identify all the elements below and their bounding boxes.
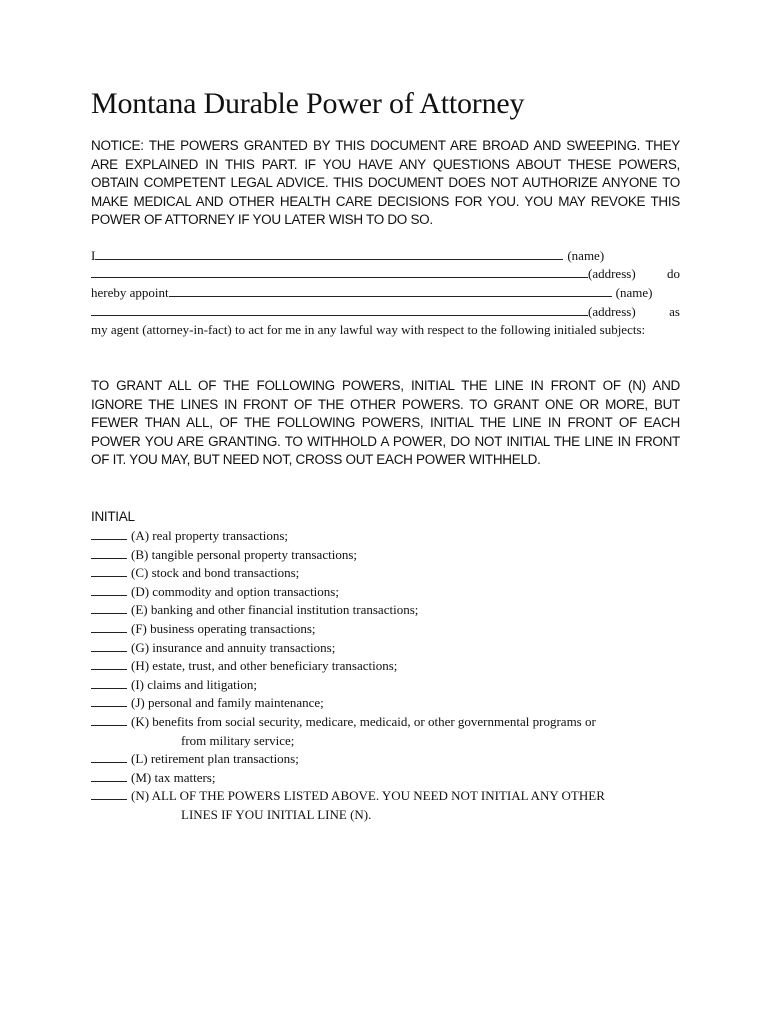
principal-name-blank[interactable] [95, 247, 563, 260]
page-title: Montana Durable Power of Attorney [91, 87, 525, 120]
agent-address-line [91, 303, 680, 322]
agent-address-label: (address) [588, 304, 636, 319]
name-label: (name) [567, 248, 605, 263]
power-item [91, 527, 683, 546]
initial-column-label: INITIAL [91, 509, 135, 524]
power-item [91, 546, 683, 565]
initial-blank[interactable] [91, 546, 127, 559]
do-word: do [667, 266, 680, 281]
power-text-continuation: LINES IF YOU INITIAL LINE (N). [181, 806, 372, 822]
initial-blank[interactable] [91, 676, 127, 689]
power-item [91, 564, 683, 583]
power-item [91, 620, 683, 639]
power-text: (A) real property transactions; [131, 528, 289, 543]
principal-name-line [91, 247, 680, 266]
initial-blank[interactable] [91, 620, 127, 633]
power-text: (I) claims and litigation; [131, 676, 257, 692]
power-item [91, 601, 683, 620]
power-item [91, 713, 683, 750]
initial-blank[interactable] [91, 564, 127, 577]
initial-blank[interactable] [91, 694, 127, 707]
agent-authority-text: my agent (attorney-in-fact) to act for me in any lawful way with respect to the following initialed subjects: [91, 322, 646, 337]
initial-blank[interactable] [91, 601, 127, 614]
initial-blank[interactable] [91, 657, 127, 670]
power-item [91, 769, 683, 788]
initial-blank[interactable] [91, 713, 127, 726]
initial-blank[interactable] [91, 787, 127, 800]
power-item [91, 676, 683, 695]
power-item [91, 750, 683, 769]
notice-paragraph: NOTICE: THE POWERS GRANTED BY THIS DOCUMENT ARE BROAD AND SWEEPING. THEY ARE EXPLAINED IN THIS PART. IF YOU HAVE ANY QUESTIONS ABOUT THESE POWERS, OBTAIN COMPETENT LEGAL ADVICE. THIS DOCUMENT DOES NOT AUTHORIZE ANYONE TO MAKE MEDICAL AND OTHER HEALTH CARE DECISIONS FOR YOU. YOU MAY REVOKE THIS POWER OF ATTORNEY IF YOU LATER WISH TO DO SO. [91, 138, 680, 227]
power-item [91, 583, 683, 602]
power-text: (L) retirement plan transactions; [131, 751, 299, 767]
power-text: (H) estate, trust, and other beneficiary transactions; [131, 658, 398, 674]
power-item [91, 787, 683, 824]
as-word: as [669, 304, 680, 319]
agent-name-label: (name) [615, 285, 653, 300]
power-item [91, 657, 683, 676]
power-text: (N) ALL OF THE POWERS LISTED ABOVE. YOU NEED NOT INITIAL ANY OTHER [131, 788, 605, 804]
power-text: (D) commodity and option transactions; [131, 583, 339, 599]
power-text: (B) tangible personal property transactions; [131, 546, 357, 562]
address-label: (address) [588, 266, 636, 281]
power-item [91, 639, 683, 658]
principal-address-line [91, 265, 680, 284]
principal-address-blank[interactable] [91, 265, 588, 278]
power-text: (M) tax matters; [131, 769, 216, 785]
principal-prefix: I [91, 248, 96, 263]
power-text-continuation: from military service; [181, 732, 295, 748]
instructions-paragraph: TO GRANT ALL OF THE FOLLOWING POWERS, INITIAL THE LINE IN FRONT OF (N) AND IGNORE THE LINES IN FRONT OF THE OTHER POWERS. TO GRANT ONE OR MORE, BUT FEWER THAN ALL, OF THE FOLLOWING POWERS, INITIAL THE LINE IN FRONT OF EACH POWER YOU ARE GRANTING. TO WITHHOLD A POWER, DO NOT INITIAL THE LINE IN FRONT OF IT. YOU MAY, BUT NEED NOT, CROSS OUT EACH POWER WITHHELD. [91, 378, 680, 467]
initial-blank[interactable] [91, 750, 127, 763]
power-text: (E) banking and other financial institution transactions; [131, 602, 419, 618]
initial-blank[interactable] [91, 527, 127, 540]
agent-name-blank[interactable] [169, 284, 612, 297]
initial-blank[interactable] [91, 769, 127, 782]
powers-list [91, 527, 683, 825]
agent-address-blank[interactable] [91, 303, 588, 316]
power-text: (C) stock and bond transactions; [131, 565, 300, 581]
appoint-prefix: hereby appoint [91, 285, 169, 300]
power-text: (K) benefits from social security, medicare, medicaid, or other governmental programs or [131, 713, 596, 729]
agent-name-line [91, 284, 680, 303]
power-text: (G) insurance and annuity transactions; [131, 639, 336, 655]
power-text: (F) business operating transactions; [131, 620, 316, 636]
initial-blank[interactable] [91, 583, 127, 596]
power-item [91, 694, 683, 713]
initial-blank[interactable] [91, 639, 127, 652]
power-text: (J) personal and family maintenance; [131, 695, 324, 711]
